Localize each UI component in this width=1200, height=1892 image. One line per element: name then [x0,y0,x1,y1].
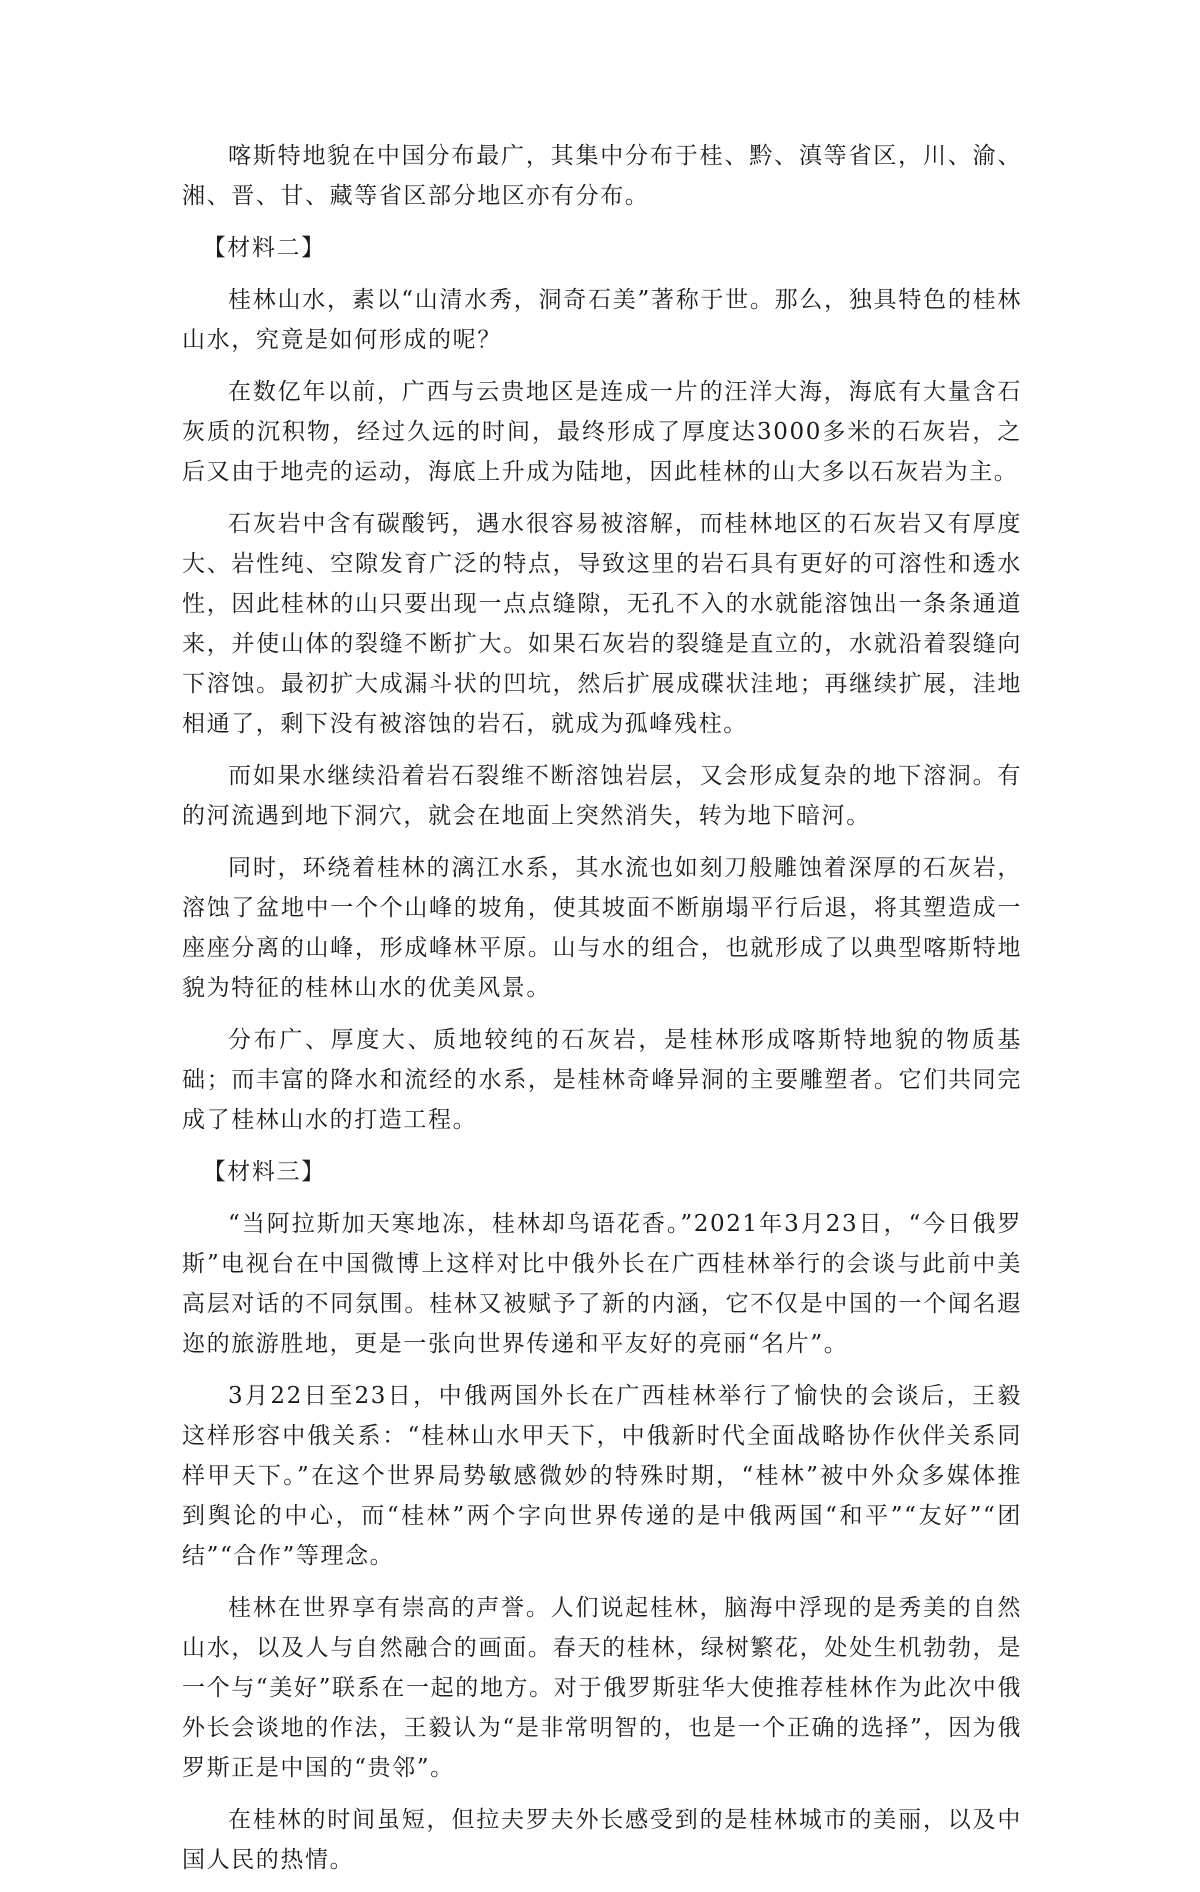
heading-material-two: 【材料二】 [202,235,326,261]
paragraph-limestone-origin: 在数亿年以前，广西与云贵地区是连成一片的汪洋大海，海底有大量含石灰质的沉积物，经过久远的时间，最终形成了厚度达3000多米的石灰岩，之后又由于地壳的运动，海底上升成为陆地，因此桂林的山大多以石灰岩为主。 [182,379,1022,485]
paragraph-guilin-reputation: 桂林在世界享有崇高的声誉。人们说起桂林，脑海中浮现的是秀美的自然山水，以及人与自然融合的画面。春天的桂林，绿树繁花，处处生机勃勃，是一个与“美好”联系在一起的地方。对于俄罗斯驻华大使推荐桂林作为此次中俄外长会谈地的作法，王毅认为“是非常明智的，也是一个正确的选择”，因为俄罗斯正是中国的“贵邻”。 [182,1595,1022,1781]
paragraph-lijiang-river: 同时，环绕着桂林的漓江水系，其水流也如刻刀般雕蚀着深厚的石灰岩，溶蚀了盆地中一个个山峰的坡角，使其坡面不断崩塌平行后退，将其塑造成一座座分离的山峰，形成峰林平原。山与水的组合，也就形成了以典型喀斯特地貌为特征的桂林山水的优美风景。 [182,855,1022,1001]
paragraph-summary: 分布广、厚度大、质地较纯的石灰岩，是桂林形成喀斯特地貌的物质基础；而丰富的降水和流经的水系，是桂林奇峰异洞的主要雕塑者。它们共同完成了桂林山水的打造工程。 [182,1027,1022,1133]
paragraph-limestone-erosion: 石灰岩中含有碳酸钙，遇水很容易被溶解，而桂林地区的石灰岩又有厚度大、岩性纯、空隙发育广泛的特点，导致这里的岩石具有更好的可溶性和透水性，因此桂林的山只要出现一点点缝隙，无孔不入的水就能溶蚀出一条条通道来，并使山体的裂缝不断扩大。如果石灰岩的裂缝是直立的，水就沿着裂缝向下溶蚀。最初扩大成漏斗状的凹坑，然后扩展成碟状洼地；再继续扩展，洼地相通了，剩下没有被溶蚀的岩石，就成为孤峰残柱。 [182,511,1022,737]
paragraph-underground-caves: 而如果水继续沿着岩石裂维不断溶蚀岩层，又会形成复杂的地下溶洞。有的河流遇到地下洞穴，就会在地面上突然消失，转为地下暗河。 [182,763,1022,829]
paragraph-alaska-comparison: “当阿拉斯加天寒地冻，桂林却鸟语花香。”2021年3月23日，“今日俄罗斯”电视台在中国微博上这样对比中俄外长在广西桂林举行的会谈与此前中美高层对话的不同氛围。桂林又被赋予了新的内涵，它不仅是中国的一个闻名遐迩的旅游胜地，更是一张向世界传递和平友好的亮丽“名片”。 [182,1211,1022,1357]
heading-material-three: 【材料三】 [202,1159,326,1185]
document-page [182,136,1022,1892]
paragraph-guilin-question: 桂林山水，素以“山清水秀，洞奇石美”著称于世。那么，独具特色的桂林山水，究竟是如何形成的呢？ [182,287,1022,353]
paragraph-foreign-ministers: 3月22日至23日，中俄两国外长在广西桂林举行了愉快的会谈后，王毅这样形容中俄关系：“桂林山水甲天下，中俄新时代全面战略协作伙伴关系同样甲天下。”在这个世界局势敏感微妙的特殊时期，“桂林”被中外众多媒体推到舆论的中心，而“桂林”两个字向世界传递的是中俄两国“和平”“友好”“团结”“合作”等理念。 [182,1383,1022,1569]
paragraph-lavrov-impression: 在桂林的时间虽短，但拉夫罗夫外长感受到的是桂林城市的美丽，以及中国人民的热情。 [182,1807,1022,1873]
paragraph-karst-distribution: 喀斯特地貌在中国分布最广，其集中分布于桂、黔、滇等省区，川、渝、湘、晋、甘、藏等省区部分地区亦有分布。 [182,143,1022,209]
